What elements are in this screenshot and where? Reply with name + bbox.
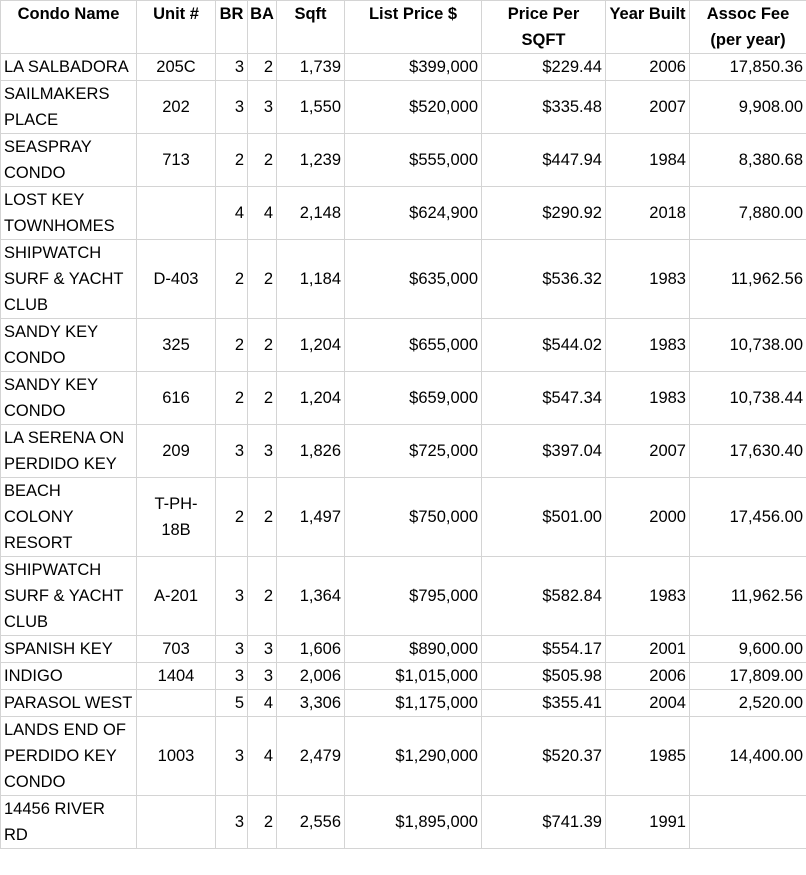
cell-unit: D-403	[137, 240, 216, 319]
cell-condo-name: SPANISH KEY	[1, 636, 137, 663]
cell-price-per-sqft: $547.34	[482, 372, 606, 425]
cell-assoc-fee: 10,738.44	[690, 372, 806, 425]
cell-year-built: 2000	[606, 478, 690, 557]
header-price-per-sqft: Price Per SQFT	[482, 1, 606, 54]
table-row	[1, 54, 806, 81]
header-year-built: Year Built	[606, 1, 690, 54]
cell-unit: 616	[137, 372, 216, 425]
cell-condo-name: INDIGO	[1, 663, 137, 690]
cell-unit: A-201	[137, 557, 216, 636]
cell-ba: 3	[248, 636, 277, 663]
cell-br: 3	[216, 663, 248, 690]
cell-ba: 2	[248, 319, 277, 372]
cell-br: 3	[216, 81, 248, 134]
cell-assoc-fee: 17,850.36	[690, 54, 806, 81]
cell-ba: 4	[248, 187, 277, 240]
cell-assoc-fee: 17,456.00	[690, 478, 806, 557]
header-unit: Unit #	[137, 1, 216, 54]
cell-assoc-fee: 7,880.00	[690, 187, 806, 240]
header-list-price: List Price $	[345, 1, 482, 54]
cell-year-built: 2001	[606, 636, 690, 663]
cell-assoc-fee: 10,738.00	[690, 319, 806, 372]
header-br: BR	[216, 1, 248, 54]
cell-br: 2	[216, 478, 248, 557]
cell-price-per-sqft: $536.32	[482, 240, 606, 319]
cell-unit: 205C	[137, 54, 216, 81]
cell-condo-name: LOST KEY TOWNHOMES	[1, 187, 137, 240]
cell-ba: 4	[248, 717, 277, 796]
cell-list-price: $659,000	[345, 372, 482, 425]
cell-ba: 2	[248, 478, 277, 557]
cell-year-built: 2004	[606, 690, 690, 717]
cell-list-price: $520,000	[345, 81, 482, 134]
cell-assoc-fee: 9,600.00	[690, 636, 806, 663]
cell-unit: 209	[137, 425, 216, 478]
cell-br: 2	[216, 372, 248, 425]
cell-br: 3	[216, 425, 248, 478]
cell-assoc-fee: 8,380.68	[690, 134, 806, 187]
cell-list-price: $624,900	[345, 187, 482, 240]
cell-sqft: 1,204	[277, 372, 345, 425]
table-row	[1, 81, 806, 134]
table-row	[1, 663, 806, 690]
cell-list-price: $1,175,000	[345, 690, 482, 717]
cell-price-per-sqft: $447.94	[482, 134, 606, 187]
cell-ba: 3	[248, 81, 277, 134]
header-assoc-fee: Assoc Fee (per year)	[690, 1, 806, 54]
cell-br: 3	[216, 557, 248, 636]
cell-year-built: 1983	[606, 557, 690, 636]
cell-br: 2	[216, 240, 248, 319]
cell-list-price: $635,000	[345, 240, 482, 319]
cell-condo-name: 14456 RIVER RD	[1, 796, 137, 849]
cell-ba: 2	[248, 240, 277, 319]
cell-sqft: 1,497	[277, 478, 345, 557]
cell-condo-name: SHIPWATCH SURF & YACHT CLUB	[1, 557, 137, 636]
cell-br: 3	[216, 796, 248, 849]
cell-assoc-fee	[690, 796, 806, 849]
cell-ba: 2	[248, 557, 277, 636]
cell-sqft: 1,550	[277, 81, 345, 134]
cell-list-price: $655,000	[345, 319, 482, 372]
cell-unit: 1003	[137, 717, 216, 796]
cell-list-price: $725,000	[345, 425, 482, 478]
cell-condo-name: SANDY KEY CONDO	[1, 319, 137, 372]
cell-sqft: 1,826	[277, 425, 345, 478]
cell-sqft: 2,479	[277, 717, 345, 796]
header-condo-name: Condo Name	[1, 1, 137, 54]
cell-year-built: 1983	[606, 372, 690, 425]
table-row	[1, 690, 806, 717]
cell-price-per-sqft: $554.17	[482, 636, 606, 663]
cell-unit	[137, 187, 216, 240]
cell-ba: 2	[248, 796, 277, 849]
table-row	[1, 636, 806, 663]
cell-unit: T-PH-18B	[137, 478, 216, 557]
cell-condo-name: SAILMAKERS PLACE	[1, 81, 137, 134]
cell-condo-name: LA SALBADORA	[1, 54, 137, 81]
cell-unit: 1404	[137, 663, 216, 690]
table-row	[1, 557, 806, 636]
cell-sqft: 1,184	[277, 240, 345, 319]
cell-unit: 202	[137, 81, 216, 134]
cell-price-per-sqft: $582.84	[482, 557, 606, 636]
cell-condo-name: LANDS END OF PERDIDO KEY CONDO	[1, 717, 137, 796]
table-row	[1, 319, 806, 372]
cell-list-price: $795,000	[345, 557, 482, 636]
cell-year-built: 1983	[606, 319, 690, 372]
cell-year-built: 2007	[606, 81, 690, 134]
cell-ba: 2	[248, 134, 277, 187]
cell-sqft: 1,204	[277, 319, 345, 372]
cell-condo-name: LA SERENA ON PERDIDO KEY	[1, 425, 137, 478]
cell-unit: 713	[137, 134, 216, 187]
table-row	[1, 134, 806, 187]
cell-sqft: 1,739	[277, 54, 345, 81]
cell-assoc-fee: 17,809.00	[690, 663, 806, 690]
table-row	[1, 796, 806, 849]
cell-condo-name: SHIPWATCH SURF & YACHT CLUB	[1, 240, 137, 319]
cell-price-per-sqft: $335.48	[482, 81, 606, 134]
cell-list-price: $1,290,000	[345, 717, 482, 796]
cell-ba: 2	[248, 372, 277, 425]
cell-price-per-sqft: $229.44	[482, 54, 606, 81]
cell-br: 5	[216, 690, 248, 717]
cell-condo-name: BEACH COLONY RESORT	[1, 478, 137, 557]
cell-price-per-sqft: $520.37	[482, 717, 606, 796]
cell-year-built: 2007	[606, 425, 690, 478]
cell-year-built: 1985	[606, 717, 690, 796]
cell-condo-name: SEASPRAY CONDO	[1, 134, 137, 187]
header-ba: BA	[248, 1, 277, 54]
cell-ba: 3	[248, 663, 277, 690]
cell-assoc-fee: 11,962.56	[690, 240, 806, 319]
cell-condo-name: PARASOL WEST	[1, 690, 137, 717]
cell-assoc-fee: 17,630.40	[690, 425, 806, 478]
cell-br: 2	[216, 319, 248, 372]
table-row	[1, 425, 806, 478]
cell-price-per-sqft: $290.92	[482, 187, 606, 240]
table-body	[1, 54, 806, 849]
cell-br: 3	[216, 717, 248, 796]
cell-list-price: $1,015,000	[345, 663, 482, 690]
table-row	[1, 240, 806, 319]
cell-year-built: 2006	[606, 54, 690, 81]
cell-list-price: $399,000	[345, 54, 482, 81]
cell-price-per-sqft: $501.00	[482, 478, 606, 557]
cell-list-price: $1,895,000	[345, 796, 482, 849]
cell-unit	[137, 690, 216, 717]
cell-sqft: 1,606	[277, 636, 345, 663]
cell-ba: 3	[248, 425, 277, 478]
cell-price-per-sqft: $355.41	[482, 690, 606, 717]
cell-price-per-sqft: $397.04	[482, 425, 606, 478]
cell-assoc-fee: 14,400.00	[690, 717, 806, 796]
cell-sqft: 2,006	[277, 663, 345, 690]
table-row	[1, 372, 806, 425]
table-row	[1, 187, 806, 240]
cell-sqft: 2,556	[277, 796, 345, 849]
cell-year-built: 1984	[606, 134, 690, 187]
cell-sqft: 1,364	[277, 557, 345, 636]
cell-list-price: $890,000	[345, 636, 482, 663]
cell-br: 4	[216, 187, 248, 240]
cell-assoc-fee: 9,908.00	[690, 81, 806, 134]
header-sqft: Sqft	[277, 1, 345, 54]
cell-assoc-fee: 11,962.56	[690, 557, 806, 636]
cell-br: 3	[216, 54, 248, 81]
table-row	[1, 478, 806, 557]
cell-unit: 703	[137, 636, 216, 663]
cell-condo-name: SANDY KEY CONDO	[1, 372, 137, 425]
cell-price-per-sqft: $741.39	[482, 796, 606, 849]
cell-year-built: 2018	[606, 187, 690, 240]
header-row	[1, 1, 806, 54]
cell-br: 2	[216, 134, 248, 187]
cell-price-per-sqft: $544.02	[482, 319, 606, 372]
cell-sqft: 1,239	[277, 134, 345, 187]
cell-unit: 325	[137, 319, 216, 372]
cell-list-price: $750,000	[345, 478, 482, 557]
cell-year-built: 2006	[606, 663, 690, 690]
table-row	[1, 717, 806, 796]
cell-price-per-sqft: $505.98	[482, 663, 606, 690]
cell-sqft: 2,148	[277, 187, 345, 240]
cell-sqft: 3,306	[277, 690, 345, 717]
cell-year-built: 1983	[606, 240, 690, 319]
cell-unit	[137, 796, 216, 849]
cell-year-built: 1991	[606, 796, 690, 849]
cell-ba: 4	[248, 690, 277, 717]
cell-list-price: $555,000	[345, 134, 482, 187]
cell-ba: 2	[248, 54, 277, 81]
cell-assoc-fee: 2,520.00	[690, 690, 806, 717]
cell-br: 3	[216, 636, 248, 663]
